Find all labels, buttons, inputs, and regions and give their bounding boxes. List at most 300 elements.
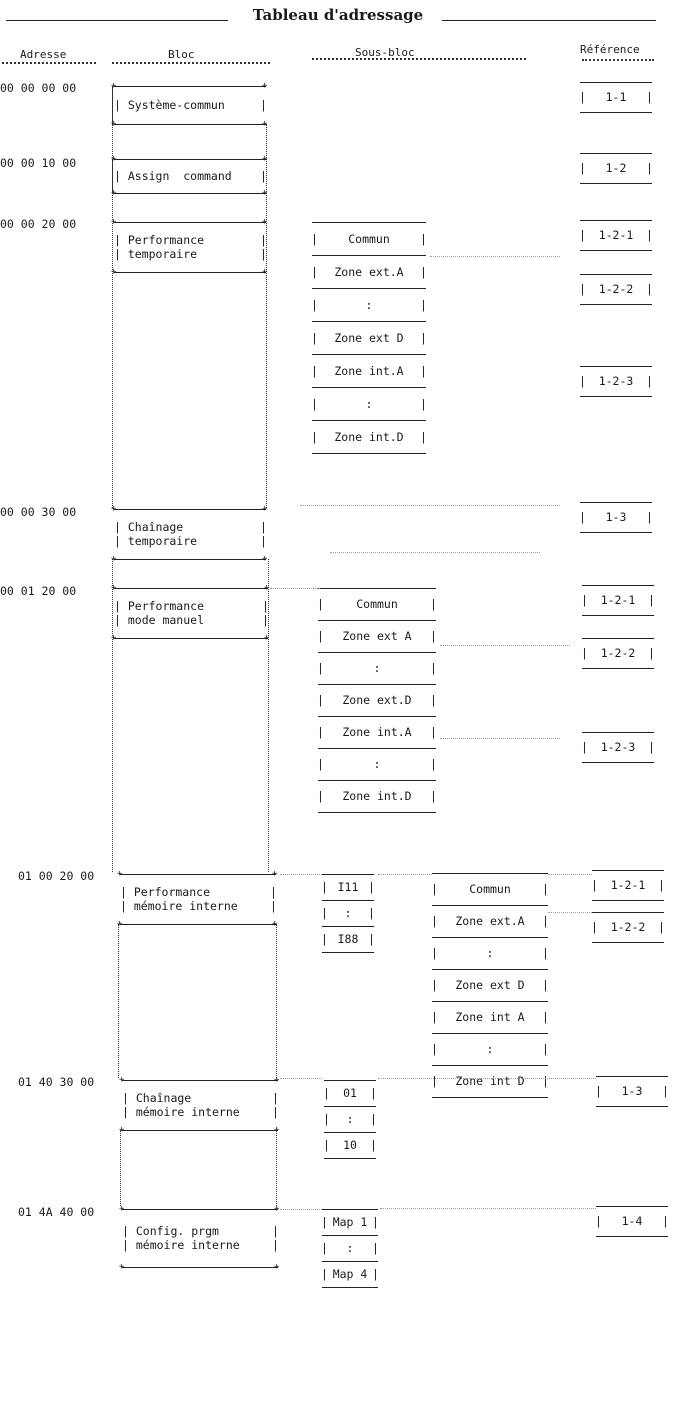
box-left-edge: | xyxy=(581,740,588,754)
bloc-box xyxy=(111,583,270,643)
box-left-edge: | xyxy=(311,231,318,246)
sous-bloc-map xyxy=(322,1261,378,1287)
box-right-edge: | xyxy=(420,363,427,378)
leader-dots xyxy=(270,588,320,589)
box-right-edge: | xyxy=(542,1042,549,1056)
box-top-border xyxy=(312,222,426,223)
bloc-left-edge xyxy=(112,86,113,124)
box-bottom-border xyxy=(322,952,374,953)
box-right-edge: | xyxy=(368,880,375,894)
bloc-box xyxy=(111,217,268,277)
box-top-border xyxy=(432,937,548,938)
box-bottom-border xyxy=(580,396,652,397)
box-corner: + xyxy=(111,554,117,564)
box-text: | Assign command xyxy=(114,169,232,183)
box-top-border xyxy=(324,1080,376,1081)
box-bottom-border xyxy=(580,304,652,305)
box-right-edge: | xyxy=(420,231,427,246)
sous-bloc-index xyxy=(322,900,374,926)
box-right-edge: | xyxy=(542,978,549,992)
box-corner: + xyxy=(111,217,117,227)
leader-dots xyxy=(280,1078,322,1079)
box-text: Zone int D xyxy=(455,1074,525,1088)
box-top-border xyxy=(592,870,664,871)
box-bottom-border xyxy=(580,183,652,184)
box-bottom-border xyxy=(114,638,268,639)
box-corner: + xyxy=(262,154,268,164)
box-top-border xyxy=(114,509,266,510)
box-corner: + xyxy=(111,119,117,129)
box-left-edge: | xyxy=(579,90,586,104)
box-right-edge: | xyxy=(648,646,655,660)
box-corner: + xyxy=(272,919,278,929)
box-left-edge: | xyxy=(579,228,586,242)
leader-dots xyxy=(548,874,592,875)
box-left-edge: | xyxy=(579,161,586,175)
box-top-border xyxy=(114,159,266,160)
bloc-dotted-guide xyxy=(276,1130,277,1206)
box-left-edge: | xyxy=(321,1215,328,1229)
reference-box xyxy=(596,1076,668,1106)
box-corner: + xyxy=(262,119,268,129)
box-right-edge: | xyxy=(646,228,653,242)
box-top-border xyxy=(120,874,276,875)
box-right-edge: | xyxy=(542,882,549,896)
box-corner: + xyxy=(111,81,117,91)
box-top-border xyxy=(318,652,436,653)
box-corner: + xyxy=(274,1262,280,1272)
bloc-box xyxy=(119,1075,280,1135)
box-bottom-border xyxy=(312,453,426,454)
box-top-border xyxy=(432,873,548,874)
box-text: Zone ext.A xyxy=(455,914,525,928)
reference-box xyxy=(580,220,652,250)
box-left-edge: | xyxy=(311,297,318,312)
bloc-left-edge xyxy=(112,159,113,193)
box-bottom-border xyxy=(592,942,664,943)
column-header-sous-bloc: Sous-bloc xyxy=(355,46,415,59)
reference-box xyxy=(580,502,652,532)
box-top-border xyxy=(322,926,374,927)
box-text: 1-1 xyxy=(605,90,627,104)
address-label: 00 00 20 00 xyxy=(0,217,77,231)
box-bottom-border xyxy=(582,668,654,669)
box-top-border xyxy=(318,716,436,717)
sous-bloc-zone xyxy=(318,620,436,652)
box-corner: + xyxy=(262,217,268,227)
bloc-box xyxy=(119,1204,280,1272)
box-text: 10 xyxy=(343,1138,357,1152)
box-corner: + xyxy=(119,1262,125,1272)
box-right-edge: | xyxy=(420,396,427,411)
leader-dots xyxy=(378,1078,596,1079)
box-corner: + xyxy=(274,1075,280,1085)
bloc-dotted-guide xyxy=(112,559,113,872)
leader-dots xyxy=(300,505,560,506)
box-text: | temporaire xyxy=(114,534,198,548)
box-top-border xyxy=(318,588,436,589)
sous-bloc-index xyxy=(322,926,374,952)
box-top-border xyxy=(312,387,426,388)
box-top-border xyxy=(432,1033,548,1034)
box-left-edge: | xyxy=(595,1084,602,1098)
box-text: : xyxy=(486,1042,494,1056)
box-right-edge: | xyxy=(542,946,549,960)
sous-bloc-zone xyxy=(312,222,426,255)
leader-dots xyxy=(440,738,560,739)
sous-bloc-zone xyxy=(432,1001,548,1033)
leader-dots xyxy=(430,256,560,257)
box-right-edge: | xyxy=(658,878,665,892)
box-corner: + xyxy=(262,267,268,277)
box-text: Commun xyxy=(356,597,398,611)
box-text: 1-2-3 xyxy=(598,374,634,388)
box-bottom-border xyxy=(582,615,654,616)
reference-box xyxy=(592,870,664,900)
box-left-edge: | xyxy=(317,597,324,611)
box-top-border xyxy=(324,1132,376,1133)
box-text: Zone int.A xyxy=(342,725,412,739)
box-right-edge: | xyxy=(646,374,653,388)
box-top-border xyxy=(114,222,266,223)
box-top-border xyxy=(592,912,664,913)
box-top-border xyxy=(580,366,652,367)
box-left-edge: | xyxy=(323,1086,330,1100)
box-corner: + xyxy=(117,919,123,929)
sous-bloc-zone xyxy=(432,937,548,969)
box-top-border xyxy=(114,588,268,589)
bloc-dotted-guide xyxy=(276,924,277,1078)
box-top-border xyxy=(322,1209,378,1210)
box-text: 1-4 xyxy=(621,1214,643,1228)
box-right-edge: | xyxy=(370,1138,377,1152)
column-header-bloc: Bloc xyxy=(168,48,195,61)
box-text: : xyxy=(346,1241,354,1255)
box-text: Zone ext A xyxy=(342,629,412,643)
box-corner: + xyxy=(111,267,117,277)
reference-box xyxy=(580,153,652,183)
box-left-edge: | xyxy=(321,1267,328,1281)
box-text: | Performance xyxy=(114,233,205,247)
header-underline xyxy=(582,59,654,61)
reference-box xyxy=(580,82,652,112)
box-bottom-border xyxy=(580,250,652,251)
box-right-edge: | xyxy=(430,597,437,611)
box-top-border xyxy=(596,1206,668,1207)
box-top-border xyxy=(312,354,426,355)
sous-bloc-zone xyxy=(318,652,436,684)
page-title: Tableau d'adressage xyxy=(0,6,676,24)
box-text: 1-2 xyxy=(605,161,627,175)
box-right-edge: | xyxy=(542,1074,549,1088)
box-top-border xyxy=(432,905,548,906)
box-right-edge: | xyxy=(420,330,427,345)
box-left-edge: | xyxy=(317,629,324,643)
sous-bloc-map xyxy=(322,1235,378,1261)
box-left-edge: | xyxy=(591,920,598,934)
box-top-border xyxy=(432,969,548,970)
leader-dots xyxy=(280,874,322,875)
box-right-edge: | xyxy=(648,593,655,607)
box-left-edge: | xyxy=(311,396,318,411)
box-text: : xyxy=(486,946,494,960)
box-right-edge: | xyxy=(260,98,267,112)
box-left-edge: | xyxy=(579,510,586,524)
sous-bloc-map xyxy=(322,1209,378,1235)
leader-dots xyxy=(330,552,540,553)
box-bottom-border xyxy=(324,1158,376,1159)
box-text: : xyxy=(365,396,373,411)
bloc-dotted-guide xyxy=(120,1130,121,1206)
box-right-edge: | xyxy=(272,1224,279,1238)
address-label: 00 00 30 00 xyxy=(0,505,77,519)
box-left-edge: | xyxy=(321,906,328,920)
box-right-edge: | xyxy=(542,914,549,928)
box-left-edge: | xyxy=(317,789,324,803)
box-top-border xyxy=(432,1065,548,1066)
box-top-border xyxy=(312,255,426,256)
bloc-dotted-guide xyxy=(118,924,119,1078)
box-right-edge: | xyxy=(270,885,277,899)
box-top-border xyxy=(322,1261,378,1262)
box-bottom-border xyxy=(122,1267,278,1268)
box-text: | mémoire interne xyxy=(122,1105,240,1119)
sous-bloc-zone xyxy=(432,1065,548,1097)
box-text: 1-2-1 xyxy=(600,593,636,607)
box-text: Zone ext.A xyxy=(334,264,404,279)
header-underline xyxy=(112,62,270,64)
box-top-border xyxy=(582,732,654,733)
box-top-border xyxy=(312,321,426,322)
box-text: | Chaînage xyxy=(114,520,184,534)
box-text: 01 xyxy=(343,1086,357,1100)
header-underline xyxy=(312,58,526,60)
box-left-edge: | xyxy=(431,1010,438,1024)
box-bottom-border xyxy=(122,1130,278,1131)
bloc-dotted-guide xyxy=(268,559,269,872)
box-left-edge: | xyxy=(591,878,598,892)
sous-bloc-zone xyxy=(318,780,436,812)
box-right-edge: | xyxy=(430,789,437,803)
box-top-border xyxy=(122,1080,278,1081)
box-corner: + xyxy=(264,583,270,593)
box-bottom-border xyxy=(432,1097,548,1098)
leader-dots xyxy=(380,1208,596,1209)
sous-bloc-zone xyxy=(318,684,436,716)
box-text: 1-2-2 xyxy=(610,920,646,934)
sous-bloc-zone xyxy=(312,387,426,420)
box-text: : xyxy=(365,297,373,312)
leader-dots xyxy=(378,874,432,875)
reference-box xyxy=(582,732,654,762)
reference-box xyxy=(592,912,664,942)
box-right-edge: | xyxy=(658,920,665,934)
box-right-edge: | xyxy=(420,264,427,279)
box-top-border xyxy=(122,1209,278,1210)
address-label: 00 00 00 00 xyxy=(0,81,77,95)
box-bottom-border xyxy=(322,1287,378,1288)
box-bottom-border xyxy=(582,762,654,763)
box-right-edge: | xyxy=(646,161,653,175)
box-bottom-border xyxy=(120,924,276,925)
box-text: I11 xyxy=(337,880,359,894)
address-label: 01 4A 40 00 xyxy=(18,1205,95,1219)
box-top-border xyxy=(582,585,654,586)
box-bottom-border xyxy=(318,812,436,813)
bloc-box xyxy=(111,504,268,564)
box-text: Commun xyxy=(348,231,390,246)
sous-bloc-index xyxy=(324,1080,376,1106)
header-underline xyxy=(2,62,96,64)
box-left-edge: | xyxy=(579,282,586,296)
box-right-edge: | xyxy=(372,1241,379,1255)
box-left-edge: | xyxy=(317,661,324,675)
sous-bloc-index xyxy=(324,1106,376,1132)
box-left-edge: | xyxy=(431,882,438,896)
box-right-edge: | xyxy=(662,1214,669,1228)
box-left-edge: | xyxy=(323,1112,330,1126)
bloc-box xyxy=(111,154,268,198)
box-right-edge: | xyxy=(260,534,267,548)
box-corner: + xyxy=(119,1125,125,1135)
sous-bloc-zone xyxy=(312,321,426,354)
box-corner: + xyxy=(119,1075,125,1085)
box-text: 1-3 xyxy=(605,510,627,524)
box-text: Zone int.A xyxy=(334,363,404,378)
box-top-border xyxy=(322,900,374,901)
box-corner: + xyxy=(111,188,117,198)
box-text: Zone int.D xyxy=(334,429,404,444)
box-left-edge: | xyxy=(311,429,318,444)
box-right-edge: | xyxy=(262,599,269,613)
box-right-edge: | xyxy=(542,1010,549,1024)
box-top-border xyxy=(312,288,426,289)
box-left-edge: | xyxy=(321,1241,328,1255)
box-right-edge: | xyxy=(372,1267,379,1281)
box-corner: + xyxy=(111,583,117,593)
box-top-border xyxy=(322,1235,378,1236)
box-right-edge: | xyxy=(368,906,375,920)
box-corner: + xyxy=(262,504,268,514)
box-text: Zone int A xyxy=(455,1010,525,1024)
box-text: Commun xyxy=(469,882,511,896)
box-left-edge: | xyxy=(579,374,586,388)
box-right-edge: | xyxy=(272,1238,279,1252)
box-top-border xyxy=(324,1106,376,1107)
box-text: 1-2-3 xyxy=(600,740,636,754)
sous-bloc-index xyxy=(322,874,374,900)
box-top-border xyxy=(318,748,436,749)
box-top-border xyxy=(580,274,652,275)
bloc-box xyxy=(111,81,268,129)
box-bottom-border xyxy=(592,900,664,901)
title-rule-left xyxy=(6,20,228,21)
box-text: : xyxy=(344,906,352,920)
box-right-edge: | xyxy=(368,932,375,946)
box-left-edge: | xyxy=(431,978,438,992)
box-right-edge: | xyxy=(646,282,653,296)
box-text: | Système-commun xyxy=(114,98,225,112)
box-corner: + xyxy=(262,188,268,198)
box-corner: + xyxy=(274,1125,280,1135)
sous-bloc-zone xyxy=(432,1033,548,1065)
leader-dots xyxy=(440,645,570,646)
box-text: 1-3 xyxy=(621,1084,643,1098)
box-left-edge: | xyxy=(431,1074,438,1088)
box-corner: + xyxy=(264,633,270,643)
sous-bloc-zone xyxy=(432,905,548,937)
box-right-edge: | xyxy=(270,899,277,913)
box-text: | Config. prgm xyxy=(122,1224,219,1238)
leader-dots xyxy=(280,1209,322,1210)
box-text: Zone ext.D xyxy=(342,693,412,707)
box-right-edge: | xyxy=(430,757,437,771)
box-right-edge: | xyxy=(430,693,437,707)
box-top-border xyxy=(318,684,436,685)
box-top-border xyxy=(596,1076,668,1077)
reference-box xyxy=(580,366,652,396)
sous-bloc-zone xyxy=(318,716,436,748)
box-right-edge: | xyxy=(370,1086,377,1100)
box-right-edge: | xyxy=(646,90,653,104)
address-label: 01 00 20 00 xyxy=(18,869,95,883)
box-bottom-border xyxy=(114,193,266,194)
box-left-edge: | xyxy=(311,330,318,345)
sous-bloc-zone xyxy=(312,354,426,387)
box-corner: + xyxy=(111,633,117,643)
reference-box xyxy=(580,274,652,304)
box-bottom-border xyxy=(114,124,266,125)
box-text: : xyxy=(373,757,381,771)
box-left-edge: | xyxy=(431,1042,438,1056)
box-right-edge: | xyxy=(430,661,437,675)
box-corner: + xyxy=(272,869,278,879)
box-left-edge: | xyxy=(317,693,324,707)
box-right-edge: | xyxy=(646,510,653,524)
address-label: 01 40 30 00 xyxy=(18,1075,95,1089)
box-bottom-border xyxy=(596,1236,668,1237)
box-right-edge: | xyxy=(272,1091,279,1105)
box-right-edge: | xyxy=(260,169,267,183)
box-text: 1-2-1 xyxy=(610,878,646,892)
box-right-edge: | xyxy=(260,520,267,534)
box-left-edge: | xyxy=(581,646,588,660)
address-label: 00 01 20 00 xyxy=(0,584,77,598)
box-right-edge: | xyxy=(430,629,437,643)
box-top-border xyxy=(318,620,436,621)
box-text: 1-2-2 xyxy=(598,282,634,296)
box-top-border xyxy=(322,874,374,875)
box-text: Zone ext D xyxy=(455,978,525,992)
sous-bloc-zone xyxy=(318,748,436,780)
reference-box xyxy=(596,1206,668,1236)
box-text: | Chaînage xyxy=(122,1091,192,1105)
box-corner: + xyxy=(119,1204,125,1214)
sous-bloc-zone xyxy=(312,420,426,453)
box-text: | temporaire xyxy=(114,247,198,261)
box-text: Zone int.D xyxy=(342,789,412,803)
box-corner: + xyxy=(117,869,123,879)
sous-bloc-zone xyxy=(318,588,436,620)
box-corner: + xyxy=(262,81,268,91)
box-text: I88 xyxy=(337,932,359,946)
box-right-edge: | xyxy=(260,247,267,261)
box-text: 1-2-1 xyxy=(598,228,634,242)
box-left-edge: | xyxy=(321,880,328,894)
box-corner: + xyxy=(274,1204,280,1214)
box-left-edge: | xyxy=(595,1214,602,1228)
box-bottom-border xyxy=(114,272,266,273)
